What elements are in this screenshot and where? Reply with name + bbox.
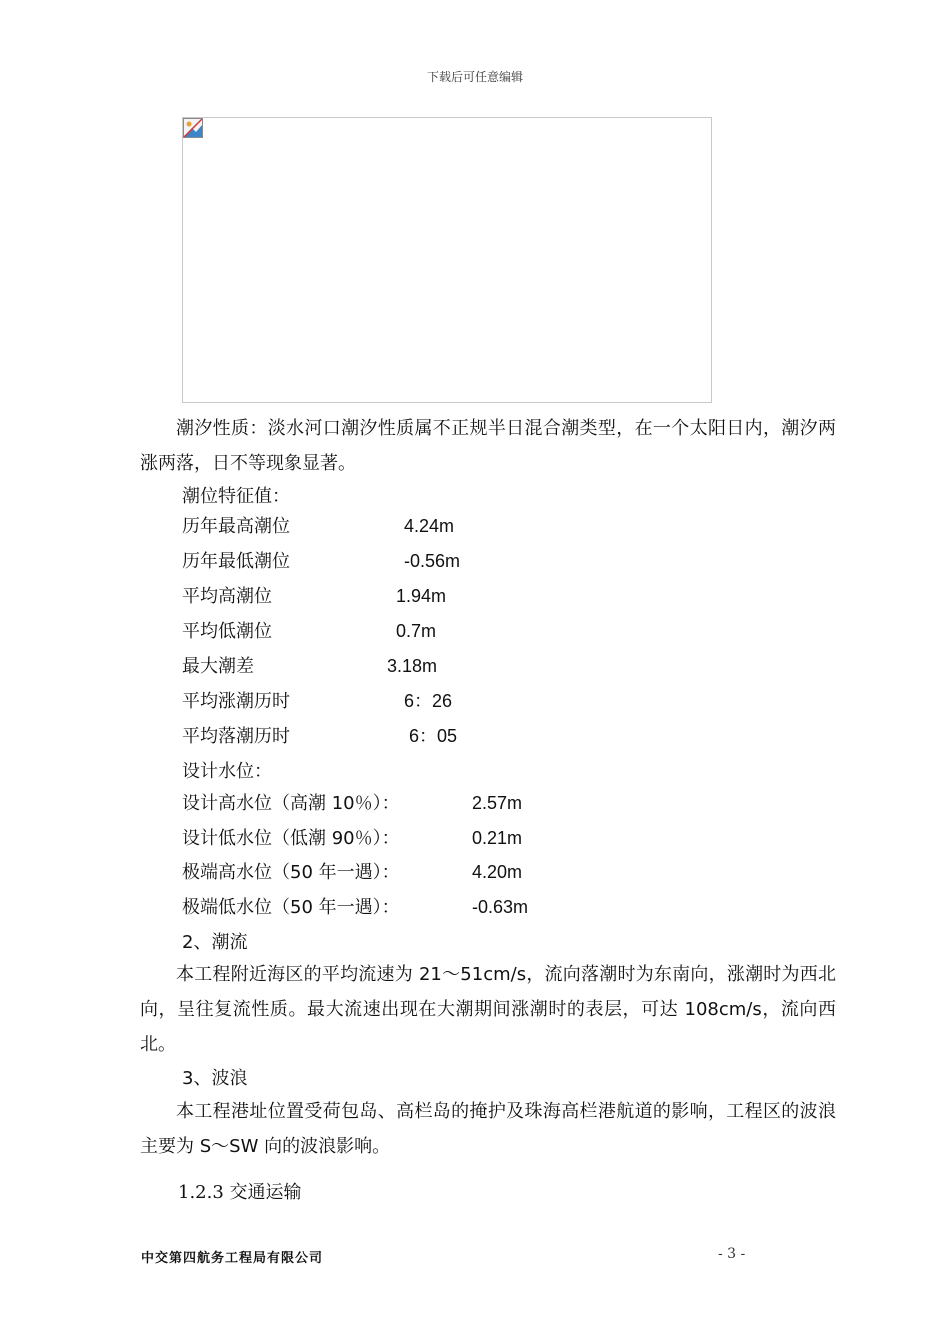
row-value: -0.56m (404, 551, 461, 571)
row-label: 平均低潮位 (182, 621, 272, 642)
current-paragraph: 本工程附近海区的平均流速为 21～51cm/s，流向落潮时为东南向，涨潮时为西北向，呈往复流性质。最大流速出现在大潮期间涨潮时的表层，可达 108cm/s，流向西北。 (140, 964, 836, 1055)
waves-heading: 3、波浪 (182, 1068, 248, 1089)
row-value: 4.20m (472, 862, 523, 882)
section-heading: 1.2.3 交通运输 (178, 1182, 302, 1203)
current-heading: 2、潮流 (182, 932, 248, 953)
broken-image-icon (183, 118, 203, 138)
row-label: 极端高水位（50 年一遇）： (182, 862, 400, 883)
footer-company: 中交第四航务工程局有限公司 (141, 1251, 324, 1266)
tide-characteristic-title: 潮位特征值： (182, 486, 290, 507)
row-label: 设计高水位（高潮 10％）： (182, 793, 400, 814)
row-label: 最大潮差 (182, 656, 254, 677)
row-value: 3.18m (387, 656, 438, 676)
row-label: 平均涨潮历时 (182, 691, 290, 712)
row-value: 6：26 (404, 691, 453, 711)
tide-nature-paragraph: 潮汐性质：淡水河口潮汐性质属不正规半日混合潮类型，在一个太阳日内，潮汐两涨两落，日不等现象显著。 (140, 418, 836, 474)
row-value: 1.94m (396, 586, 447, 606)
row-value: 4.24m (404, 516, 455, 536)
row-value: 0.21m (472, 828, 523, 848)
figure-placeholder (182, 117, 712, 403)
row-value: -0.63m (472, 897, 529, 917)
header-note: 下载后可任意编辑 (426, 70, 523, 84)
footer-page-number: - 3 - (718, 1246, 746, 1262)
waves-paragraph: 本工程港址位置受荷包岛、高栏岛的掩护及珠海高栏港航道的影响，工程区的波浪主要为 S～SW 向的波浪影响。 (140, 1101, 836, 1157)
row-value: 6：05 (409, 726, 458, 746)
row-label: 历年最高潮位 (182, 516, 290, 537)
design-level-title: 设计水位： (182, 761, 272, 782)
row-label: 历年最低潮位 (182, 551, 290, 572)
row-value: 0.7m (396, 621, 437, 641)
row-label: 设计低水位（低潮 90％）： (182, 828, 400, 849)
row-label: 平均落潮历时 (182, 726, 290, 747)
row-label: 极端低水位（50 年一遇）： (182, 897, 400, 918)
row-label: 平均高潮位 (182, 586, 272, 607)
row-value: 2.57m (472, 793, 523, 813)
